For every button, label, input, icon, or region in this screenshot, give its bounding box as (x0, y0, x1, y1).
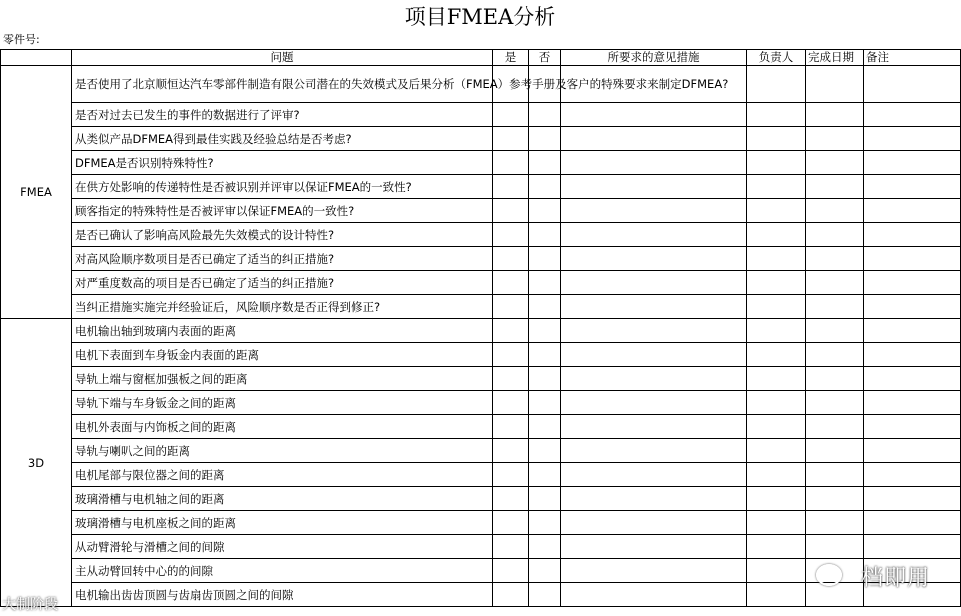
no-cell[interactable] (529, 415, 561, 439)
measures-cell[interactable] (561, 223, 747, 247)
question-cell: 从动臂滑轮与滑槽之间的间隙 (72, 535, 493, 559)
owner-cell[interactable] (747, 511, 806, 535)
table-row (1, 487, 961, 511)
no-cell[interactable] (529, 223, 561, 247)
no-cell[interactable] (529, 487, 561, 511)
section-label: 3D (1, 319, 72, 607)
no-cell[interactable] (529, 271, 561, 295)
measures-cell[interactable] (561, 103, 747, 127)
due-date-cell[interactable] (806, 415, 864, 439)
no-cell[interactable] (529, 391, 561, 415)
yes-cell[interactable] (493, 583, 529, 607)
yes-cell[interactable] (493, 535, 529, 559)
yes-cell[interactable] (493, 247, 529, 271)
yes-cell[interactable] (493, 199, 529, 223)
yes-cell[interactable] (493, 103, 529, 127)
due-date-cell[interactable] (806, 391, 864, 415)
table-row (1, 175, 961, 199)
owner-cell[interactable] (747, 319, 806, 343)
owner-cell[interactable] (747, 487, 806, 511)
owner-cell[interactable] (747, 439, 806, 463)
yes-cell[interactable] (493, 463, 529, 487)
remarks-cell[interactable] (864, 343, 961, 367)
due-date-cell[interactable] (806, 223, 864, 247)
due-date-cell[interactable] (806, 247, 864, 271)
measures-cell[interactable] (561, 559, 747, 583)
no-cell[interactable] (529, 343, 561, 367)
header-row (1, 50, 961, 66)
table-row (1, 151, 961, 175)
table-row (1, 343, 961, 367)
remarks-cell[interactable] (864, 391, 961, 415)
remarks-cell[interactable] (864, 295, 961, 319)
table-row (1, 511, 961, 535)
question-cell: 是否使用了北京顺恒达汽车零部件制造有限公司潜在的失效模式及后果分析（FMEA）参考手册及客户的特殊要求来制定DFMEA? (72, 66, 493, 103)
due-date-cell[interactable] (806, 295, 864, 319)
question-cell: 对高风险顺序数项目是否已确定了适当的纠正措施? (72, 247, 493, 271)
question-cell: 从类似产品DFMEA得到最佳实践及经验总结是否考虑? (72, 127, 493, 151)
question-cell: 电机输出轴到玻璃内表面的距离 (72, 319, 493, 343)
question-cell: 电机输出齿齿顶圆与齿扇齿顶圆之间的间隙 (72, 583, 493, 607)
watermark-text: 档即用 (860, 566, 930, 591)
due-date-cell[interactable] (806, 439, 864, 463)
remarks-cell[interactable] (864, 463, 961, 487)
owner-cell[interactable] (747, 247, 806, 271)
table-row (1, 247, 961, 271)
table-row (1, 271, 961, 295)
yes-cell[interactable] (493, 391, 529, 415)
remarks-cell[interactable] (864, 271, 961, 295)
yes-cell[interactable] (493, 559, 529, 583)
due-date-cell[interactable] (806, 151, 864, 175)
remarks-cell[interactable] (864, 223, 961, 247)
table-row (1, 127, 961, 151)
remarks-cell[interactable] (864, 487, 961, 511)
owner-cell[interactable] (747, 151, 806, 175)
due-date-cell[interactable] (806, 103, 864, 127)
measures-cell[interactable] (561, 511, 747, 535)
no-cell[interactable] (529, 559, 561, 583)
no-cell[interactable] (529, 463, 561, 487)
remarks-cell[interactable] (864, 367, 961, 391)
no-cell[interactable] (529, 295, 561, 319)
table-row (1, 319, 961, 343)
remarks-cell[interactable] (864, 439, 961, 463)
owner-cell[interactable] (747, 463, 806, 487)
due-date-cell[interactable] (806, 319, 864, 343)
owner-cell[interactable] (747, 175, 806, 199)
table-row (1, 295, 961, 319)
due-date-cell[interactable] (806, 175, 864, 199)
yes-cell[interactable] (493, 271, 529, 295)
table-row (1, 391, 961, 415)
remarks-cell[interactable] (864, 103, 961, 127)
remarks-cell[interactable] (864, 127, 961, 151)
owner-cell[interactable] (747, 223, 806, 247)
table-row (1, 463, 961, 487)
owner-cell[interactable] (747, 535, 806, 559)
table-row (1, 103, 961, 127)
yes-cell[interactable] (493, 223, 529, 247)
remarks-cell[interactable] (864, 247, 961, 271)
owner-cell[interactable] (747, 583, 806, 607)
owner-cell[interactable] (747, 103, 806, 127)
measures-cell[interactable] (561, 175, 747, 199)
due-date-cell[interactable] (806, 343, 864, 367)
question-cell: 主从动臂回转中心的的间隙 (72, 559, 493, 583)
table-row (1, 199, 961, 223)
measures-cell[interactable] (561, 367, 747, 391)
header-measures: 所要求的意见措施 (561, 50, 747, 66)
no-cell[interactable] (529, 127, 561, 151)
question-cell: 是否对过去已发生的事件的数据进行了评审? (72, 103, 493, 127)
due-date-cell[interactable] (806, 583, 864, 607)
remarks-cell[interactable] (864, 535, 961, 559)
due-date-cell[interactable] (806, 535, 864, 559)
owner-cell[interactable] (747, 343, 806, 367)
header-section (1, 50, 72, 66)
measures-cell[interactable] (561, 535, 747, 559)
owner-cell[interactable] (747, 199, 806, 223)
no-cell[interactable] (529, 103, 561, 127)
no-cell[interactable] (529, 439, 561, 463)
no-cell[interactable] (529, 511, 561, 535)
question-cell: 导轨上端与窗框加强板之间的距离 (72, 367, 493, 391)
table-row (1, 367, 961, 391)
measures-cell[interactable] (561, 583, 747, 607)
header-no: 否 (529, 50, 561, 66)
corner-watermark: 大制阶段 (2, 597, 58, 613)
measures-cell[interactable] (561, 487, 747, 511)
owner-cell[interactable] (747, 367, 806, 391)
owner-cell[interactable] (747, 66, 806, 103)
header-owner: 负责人 (747, 50, 806, 66)
table-row (1, 439, 961, 463)
header-yes: 是 (493, 50, 529, 66)
question-cell: 电机外表面与内饰板之间的距离 (72, 415, 493, 439)
remarks-cell[interactable] (864, 151, 961, 175)
no-cell[interactable] (529, 583, 561, 607)
header-due-date: 完成日期 (806, 50, 864, 66)
yes-cell[interactable] (493, 343, 529, 367)
no-cell[interactable] (529, 535, 561, 559)
measures-cell[interactable] (561, 463, 747, 487)
measures-cell[interactable] (561, 343, 747, 367)
question-cell: 电机尾部与限位器之间的距离 (72, 463, 493, 487)
measures-cell[interactable] (561, 295, 747, 319)
owner-cell[interactable] (747, 391, 806, 415)
owner-cell[interactable] (747, 127, 806, 151)
due-date-cell[interactable] (806, 367, 864, 391)
yes-cell[interactable] (493, 439, 529, 463)
yes-cell[interactable] (493, 511, 529, 535)
section-label: FMEA (1, 66, 72, 319)
yes-cell[interactable] (493, 319, 529, 343)
measures-cell[interactable] (561, 247, 747, 271)
measures-cell[interactable] (561, 319, 747, 343)
yes-cell[interactable] (493, 415, 529, 439)
header-remarks: 备注 (864, 50, 961, 66)
table-row (1, 415, 961, 439)
measures-cell[interactable] (561, 415, 747, 439)
yes-cell[interactable] (493, 127, 529, 151)
no-cell[interactable] (529, 247, 561, 271)
owner-cell[interactable] (747, 559, 806, 583)
measures-cell[interactable] (561, 199, 747, 223)
owner-cell[interactable] (747, 271, 806, 295)
measures-cell[interactable] (561, 127, 747, 151)
document-title: 项目FMEA分析 (404, 5, 556, 29)
yes-cell[interactable] (493, 151, 529, 175)
question-cell: 对严重度数高的项目是否已确定了适当的纠正措施? (72, 271, 493, 295)
measures-cell[interactable] (561, 391, 747, 415)
remarks-cell[interactable] (864, 511, 961, 535)
remarks-cell[interactable] (864, 175, 961, 199)
remarks-cell[interactable] (864, 415, 961, 439)
no-cell[interactable] (529, 199, 561, 223)
due-date-cell[interactable] (806, 127, 864, 151)
yes-cell[interactable] (493, 487, 529, 511)
question-cell: 顾客指定的特殊特性是否被评审以保证FMEA的一致性? (72, 199, 493, 223)
owner-cell[interactable] (747, 415, 806, 439)
table-row (1, 535, 961, 559)
due-date-cell[interactable] (806, 271, 864, 295)
question-cell: 玻璃滑槽与电机座板之间的距离 (72, 511, 493, 535)
wechat-icon (816, 564, 842, 586)
yes-cell[interactable] (493, 367, 529, 391)
measures-cell[interactable] (561, 151, 747, 175)
header-question: 问题 (72, 50, 493, 66)
part-number-label: 零件号: (3, 33, 40, 46)
no-cell[interactable] (529, 175, 561, 199)
fmea-checklist-table (0, 49, 961, 607)
no-cell[interactable] (529, 151, 561, 175)
remarks-cell[interactable] (864, 199, 961, 223)
no-cell[interactable] (529, 367, 561, 391)
question-cell: 电机下表面到车身钣金内表面的距离 (72, 343, 493, 367)
owner-cell[interactable] (747, 295, 806, 319)
due-date-cell[interactable] (806, 511, 864, 535)
question-cell: 导轨与喇叭之间的距离 (72, 439, 493, 463)
question-cell: 是否已确认了影响高风险最先失效模式的设计特性? (72, 223, 493, 247)
yes-cell[interactable] (493, 295, 529, 319)
remarks-cell[interactable] (864, 319, 961, 343)
table-row (1, 223, 961, 247)
remarks-cell[interactable] (864, 66, 961, 103)
no-cell[interactable] (529, 319, 561, 343)
due-date-cell[interactable] (806, 487, 864, 511)
due-date-cell[interactable] (806, 66, 864, 103)
due-date-cell[interactable] (806, 199, 864, 223)
measures-cell[interactable] (561, 439, 747, 463)
due-date-cell[interactable] (806, 463, 864, 487)
table-row (1, 583, 961, 607)
question-cell: 在供方处影响的传递特性是否被识别并评审以保证FMEA的一致性? (72, 175, 493, 199)
question-cell: DFMEA是否识别特殊特性? (72, 151, 493, 175)
yes-cell[interactable] (493, 175, 529, 199)
measures-cell[interactable] (561, 271, 747, 295)
question-cell: 当纠正措施实施完并经验证后，风险顺序数是否正得到修正? (72, 295, 493, 319)
question-cell: 玻璃滑槽与电机轴之间的距离 (72, 487, 493, 511)
question-cell: 导轨下端与车身钣金之间的距离 (72, 391, 493, 415)
table-row (1, 66, 961, 103)
